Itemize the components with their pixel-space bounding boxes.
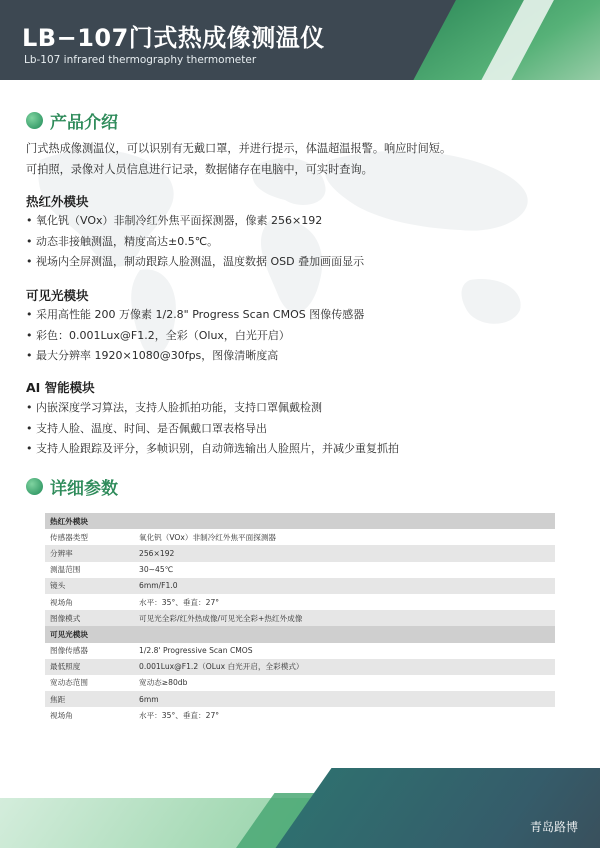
footer-band	[0, 758, 600, 848]
list-item: • 支持人脸跟踪及评分，多帧识别，自动筛选输出人脸照片，并减少重复抓拍	[26, 439, 399, 460]
list-item: • 支持人脸、温度、时间、是否佩戴口罩表格导出	[26, 419, 399, 440]
table-row	[45, 545, 555, 561]
table-cell-key: 焦距	[45, 691, 134, 707]
module-title-thermal: 热红外模块	[26, 194, 89, 209]
table-cell-key: 分辨率	[45, 545, 134, 561]
table-row	[45, 691, 555, 707]
table-cell-key: 图像模式	[45, 610, 134, 626]
table-cell-key: 镜头	[45, 578, 134, 594]
table-row	[45, 610, 555, 626]
page-subtitle: Lb-107 infrared thermography thermometer	[24, 54, 257, 66]
list-item: • 视场内全屏测温，制动跟踪人脸测温，温度数据 OSD 叠加画面显示	[26, 252, 364, 273]
module-title-visible: 可见光模块	[26, 288, 89, 303]
table-row	[45, 659, 555, 675]
table-cell-value: 水平：35°、垂直：27°	[134, 707, 555, 723]
list-item: • 内嵌深度学习算法，支持人脸抓拍功能，支持口罩佩戴检测	[26, 398, 399, 419]
table-group-row	[45, 513, 555, 529]
table-group-row	[45, 626, 555, 642]
section-bullet-icon	[26, 112, 43, 129]
table-cell-key: 视场角	[45, 707, 134, 723]
table-group-label: 热红外模块	[45, 513, 555, 529]
section-header-specs	[26, 474, 118, 499]
table-cell-key: 宽动态范围	[45, 675, 134, 691]
table-row	[45, 594, 555, 610]
table-cell-value: 水平：35°、垂直：27°	[134, 594, 555, 610]
list-item: • 最大分辨率 1920×1080@30fps，图像清晰度高	[26, 346, 364, 367]
list-item: • 采用高性能 200 万像素 1/2.8" Progress Scan CMOS 图像传感器	[26, 305, 364, 326]
list-item: • 彩色：0.001Lux@F1.2，全彩（Olux，白光开启）	[26, 326, 364, 347]
table-cell-value: 0.001Lux@F1.2（OLux 白光开启，全彩模式）	[134, 659, 555, 675]
table-row	[45, 643, 555, 659]
page-title: LB−107门式热成像测温仪	[22, 24, 325, 52]
brand-name: 青岛路博	[529, 820, 578, 834]
table-cell-value: 宽动态≥80db	[134, 675, 555, 691]
table-cell-value: 6mm	[134, 691, 555, 707]
module-list-visible	[26, 305, 364, 367]
table-cell-key: 视场角	[45, 594, 134, 610]
table-cell-value: 可见光全彩/红外热成像/可见光全彩+热红外成像	[134, 610, 555, 626]
module-title-ai: AI 智能模块	[26, 380, 95, 395]
list-item: • 动态非接触测温，精度高达±0.5℃。	[26, 232, 364, 253]
table-cell-key: 最低照度	[45, 659, 134, 675]
table-row	[45, 529, 555, 545]
list-item: • 氧化钒（VOx）非制冷红外焦平面探测器，像素 256×192	[26, 211, 364, 232]
table-row	[45, 578, 555, 594]
table-cell-value: 氧化钒（VOx）非制冷红外焦平面探测器	[134, 529, 555, 545]
table-cell-value: 1/2.8' Progressive Scan CMOS	[134, 643, 555, 659]
intro-text	[26, 138, 586, 180]
spec-table	[45, 513, 555, 723]
module-list-thermal	[26, 211, 364, 273]
intro-line: 门式热成像测温仪，可以识别有无戴口罩，并进行提示，体温超温报警。响应时间短。	[26, 142, 452, 155]
table-cell-value: 30~45℃	[134, 562, 555, 578]
table-row	[45, 707, 555, 723]
table-cell-key: 测温范围	[45, 562, 134, 578]
module-list-ai	[26, 398, 399, 460]
section-bullet-icon	[26, 478, 43, 495]
table-cell-value: 6mm/F1.0	[134, 578, 555, 594]
footer-dark-shape	[268, 768, 600, 848]
table-cell-key: 图像传感器	[45, 643, 134, 659]
table-cell-value: 256×192	[134, 545, 555, 561]
header-band	[0, 0, 600, 80]
table-row	[45, 675, 555, 691]
section-title-intro: 产品介绍	[50, 113, 118, 133]
intro-line: 可拍照，录像对人员信息进行记录，数据储存在电脑中，可实时查询。	[26, 163, 373, 176]
section-header-intro	[26, 108, 118, 133]
table-cell-key: 传感器类型	[45, 529, 134, 545]
table-row	[45, 562, 555, 578]
section-title-specs: 详细参数	[50, 479, 118, 499]
table-group-label: 可见光模块	[45, 626, 555, 642]
